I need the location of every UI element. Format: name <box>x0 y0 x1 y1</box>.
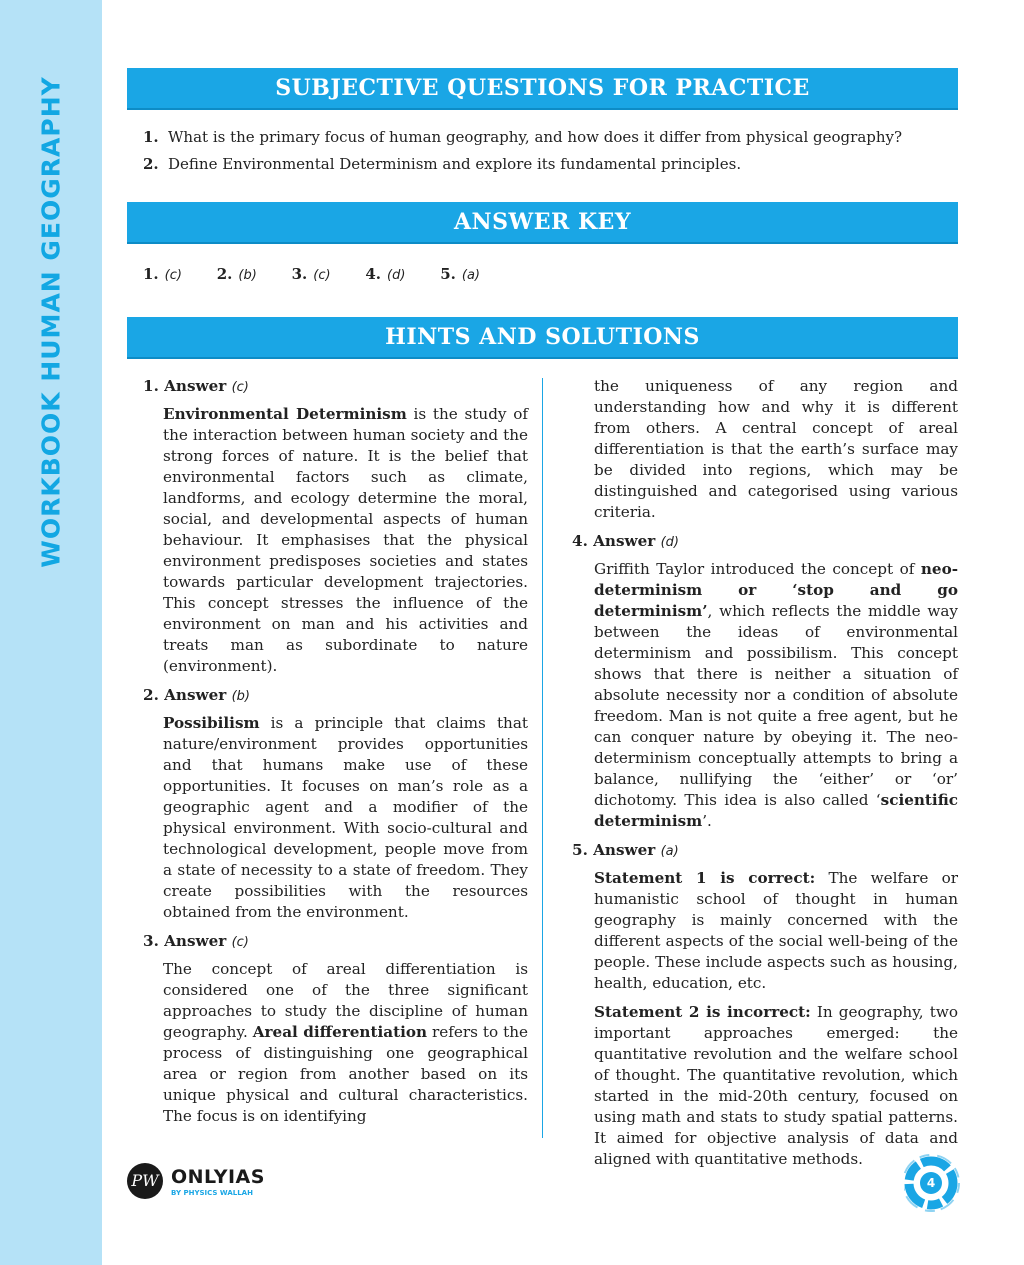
answer-heading: 3. Answer (c) <box>143 932 249 950</box>
answer-heading: 1. Answer (c) <box>143 377 249 395</box>
question-number: 2. <box>143 155 159 173</box>
question-number: 1. <box>143 128 159 146</box>
question-text: What is the primary focus of human geography, and how does it differ from physical geography? <box>168 128 903 146</box>
question-item <box>143 127 958 154</box>
solutions-right-column <box>572 376 958 1178</box>
column-divider <box>542 378 543 1138</box>
question-item <box>143 154 958 181</box>
sidebar-title: WORKBOOK HUMAN GEOGRAPHY <box>36 76 66 568</box>
answer-key-banner: ANSWER KEY <box>127 202 958 244</box>
pw-logo-icon: PW <box>127 1163 163 1199</box>
answer-key-item: 4. (d) <box>365 265 406 283</box>
answer-paragraph-continued: the uniqueness of any region and understanding how and why it is different from others. A central concept of areal differentiation is that the earth’s surface may be divided into regions, which may be distinguished and categorised using various criteria. <box>594 377 958 521</box>
answer-paragraph: Griffith Taylor introduced the concept of neo-determinism or ‘stop and go determinism’, which reflects the middle way between the ideas of environmental determinism and possibilism. This concept shows that there is neither a situation of absolute necessity nor a condition of absolute freedom. Man is not quite a free agent, but he can conquer nature by obeying it. The neo-determinism conceptually attempts to bring a balance, nullifying the ‘either’ or ‘or’ dichotomy. This idea is also called ‘scientific determinism’. <box>594 560 958 830</box>
logo-subtitle: BY PHYSICS WALLAH <box>171 1189 253 1197</box>
hints-solutions-banner: HINTS AND SOLUTIONS <box>127 317 958 359</box>
solutions-left-column <box>143 376 528 1135</box>
logo-name: ONLYIAS <box>171 1166 265 1188</box>
answer-paragraph: Possibilism is a principle that claims that nature/environment provides opportunities and that humans make use of these opportunities. It focuses on man’s role as a geographic agent and a modifier of the physical environment. With socio-cultural and technological development, people move from a state of necessity to a state of freedom. They create possibilities with the resources obtained from the environment. <box>163 714 528 921</box>
sidebar <box>0 0 102 1265</box>
answer-key-item: 2. (b) <box>216 265 257 283</box>
answer-heading: 4. Answer (d) <box>572 532 679 550</box>
subjective-questions-banner: SUBJECTIVE QUESTIONS FOR PRACTICE <box>127 68 958 110</box>
answer-key-item: 1. (c) <box>143 265 182 283</box>
answer-paragraph: Statement 2 is incorrect: In geography, two important approaches emerged: the quantitative revolution and the welfare school of thought. The quantitative revolution, which started in the mid-20th century, focused on using math and stats to study spatial patterns. It aimed for objective analysis of data and aligned with quantitative methods. <box>594 1003 958 1168</box>
page-number-badge <box>904 1152 962 1214</box>
answer-heading: 2. Answer (b) <box>143 686 250 704</box>
question-text: Define Environmental Determinism and explore its fundamental principles. <box>168 155 742 173</box>
page-number: 4 <box>920 1172 942 1194</box>
answer-key-list <box>143 265 510 283</box>
answer-paragraph: Statement 1 is correct: The welfare or humanistic school of thought in human geography is mainly concerned with the different aspects of the social well-being of the people. These include aspects such as housing, health, education, etc. <box>594 869 958 992</box>
question-list <box>143 127 958 181</box>
answer-key-item: 3. (c) <box>291 265 331 283</box>
publisher-logo <box>127 1163 287 1203</box>
answer-paragraph: Environmental Determinism is the study of the interaction between human society and the strong forces of nature. It is the belief that environmental factors such as climate, landforms, and ecology determine the moral, social, and developmental aspects of human behaviour. It emphasises that the physical environment predisposes societies and states towards particular development trajectories. This concept stresses the influence of the environment on man and his activities and treats man as subordinate to nature (environment). <box>163 405 528 675</box>
answer-heading: 5. Answer (a) <box>572 841 679 859</box>
answer-paragraph: The concept of areal differentiation is considered one of the three significant approaches to study the discipline of human geography. Areal differentiation refers to the process of distinguishing one geographical area or region from another based on its unique physical and cultural characteristics. The focus is on identifying <box>163 960 528 1125</box>
answer-key-item: 5. (a) <box>440 265 481 283</box>
